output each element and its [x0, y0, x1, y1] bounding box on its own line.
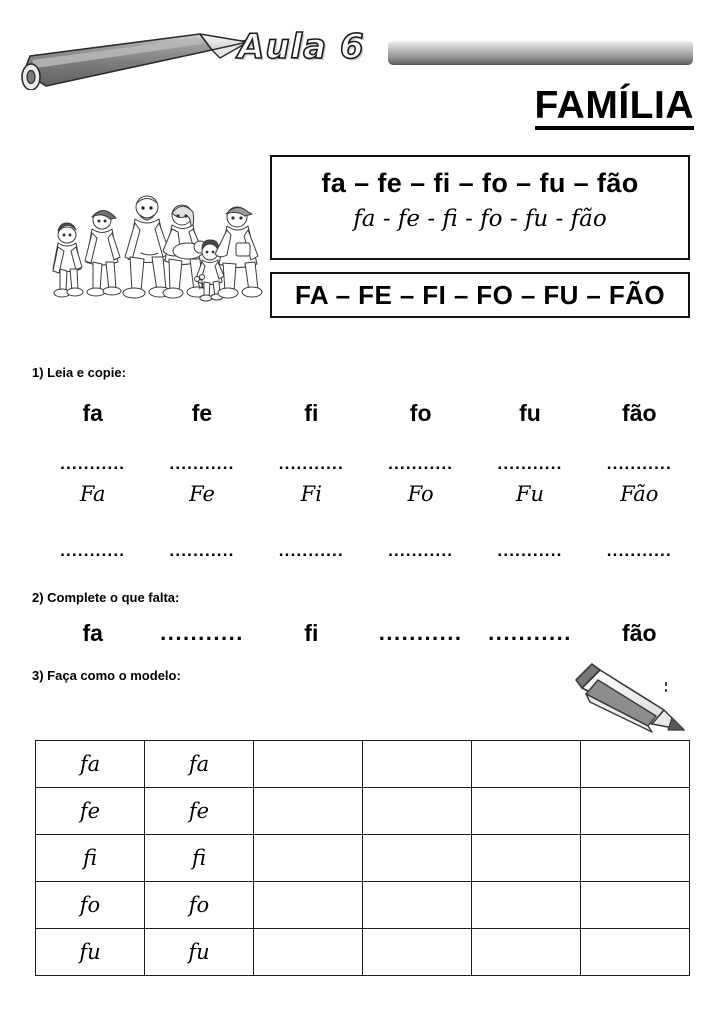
syllable-box-lowercase [270, 155, 690, 260]
table-cell-empty[interactable] [581, 741, 690, 788]
table-cell: fe [36, 788, 145, 835]
table-cell-empty[interactable] [472, 929, 581, 976]
table-cell: fo [36, 882, 145, 929]
cursive-syllable-cell: Fu [515, 482, 545, 506]
exercise-1-writing-line-bottom[interactable] [38, 542, 694, 559]
syllable-box-uppercase [270, 272, 690, 318]
syllable-cell: fi [304, 620, 319, 646]
syllable-cell: fão [622, 400, 657, 426]
lesson-badge: Aula 6 [238, 27, 365, 67]
pencil-icon [556, 658, 696, 736]
table-cell-empty[interactable] [472, 835, 581, 882]
table-cell: fi [36, 835, 145, 882]
syllables-lowercase-print: fa – fe – fi – fo – fu – fão [321, 168, 639, 198]
syllable-cell: fo [409, 400, 432, 426]
exercise-3-label: 3) Faça como o modelo: [32, 668, 181, 683]
syllable-cell: fu [519, 400, 541, 426]
table-cell-empty[interactable] [363, 929, 472, 976]
family-illustration [40, 165, 265, 310]
table-cell: fu [145, 929, 254, 976]
cursive-syllable-cell: Fa [79, 482, 106, 506]
table-cell-empty[interactable] [254, 835, 363, 882]
writing-line[interactable]: ........... [606, 454, 672, 473]
table-row [36, 741, 690, 788]
syllable-cell: fão [622, 620, 657, 646]
writing-line[interactable]: ........... [169, 541, 235, 560]
writing-line[interactable]: ........... [606, 541, 672, 560]
exercise-1-print-row [38, 400, 694, 427]
table-cell-empty[interactable] [581, 929, 690, 976]
writing-line[interactable]: ........... [60, 541, 126, 560]
syllables-lowercase-cursive: fa - fe - fi - fo - fu - fão [353, 206, 607, 232]
table-cell-empty[interactable] [363, 882, 472, 929]
table-cell-empty[interactable] [363, 835, 472, 882]
table-cell-empty[interactable] [363, 741, 472, 788]
table-row [36, 882, 690, 929]
exercise-2-label: 2) Complete o que falta: [32, 590, 180, 605]
writing-line[interactable]: ........... [169, 454, 235, 473]
table-cell-empty[interactable] [254, 788, 363, 835]
writing-line[interactable]: ........... [497, 454, 563, 473]
table-cell: fa [36, 741, 145, 788]
blank-answer-slot[interactable]: ........... [488, 620, 572, 645]
syllable-cell: fa [82, 400, 103, 426]
table-cell: fa [145, 741, 254, 788]
table-cell-empty[interactable] [254, 929, 363, 976]
exercise-2-row [38, 620, 694, 647]
table-cell-empty[interactable] [581, 788, 690, 835]
table-cell-empty[interactable] [581, 882, 690, 929]
writing-line[interactable]: ........... [388, 541, 454, 560]
cursive-syllable-cell: Fe [189, 482, 215, 506]
writing-line[interactable]: ........... [60, 454, 126, 473]
cursive-syllable-cell: Fi [300, 482, 322, 506]
table-cell-empty[interactable] [472, 741, 581, 788]
pencil-body-bar [388, 40, 693, 65]
syllables-uppercase-print: FA – FE – FI – FO – FU – FÃO [295, 279, 665, 310]
writing-line[interactable]: ........... [497, 541, 563, 560]
cursive-syllable-cell: Fão [620, 482, 659, 506]
pencil-icon [16, 28, 276, 90]
table-cell: fi [145, 835, 254, 882]
page-header [0, 0, 724, 140]
model-practice-table [35, 740, 690, 976]
writing-line[interactable]: ........... [278, 541, 344, 560]
blank-answer-slot[interactable]: ........... [160, 620, 244, 645]
table-cell: fe [145, 788, 254, 835]
table-row [36, 929, 690, 976]
table-cell-empty[interactable] [472, 882, 581, 929]
syllable-cell: fi [304, 400, 319, 426]
table-cell: fu [36, 929, 145, 976]
table-row [36, 788, 690, 835]
blank-answer-slot[interactable]: ........... [378, 620, 463, 645]
page-title: FAMÍLIA [535, 86, 694, 130]
table-cell: fo [145, 882, 254, 929]
writing-line[interactable]: ........... [388, 454, 454, 473]
writing-line[interactable]: ........... [278, 454, 344, 473]
table-cell-empty[interactable] [581, 835, 690, 882]
exercise-1-cursive-row [38, 482, 694, 506]
table-cell-empty[interactable] [363, 788, 472, 835]
table-cell-empty[interactable] [472, 788, 581, 835]
table-cell-empty[interactable] [254, 741, 363, 788]
exercise-1-label: 1) Leia e copie: [32, 365, 126, 380]
table-cell-empty[interactable] [254, 882, 363, 929]
syllable-cell: fa [82, 620, 103, 646]
exercise-1-writing-line-top[interactable] [38, 455, 694, 472]
cursive-syllable-cell: Fo [407, 482, 434, 506]
table-row [36, 835, 690, 882]
syllable-cell: fe [191, 400, 213, 426]
